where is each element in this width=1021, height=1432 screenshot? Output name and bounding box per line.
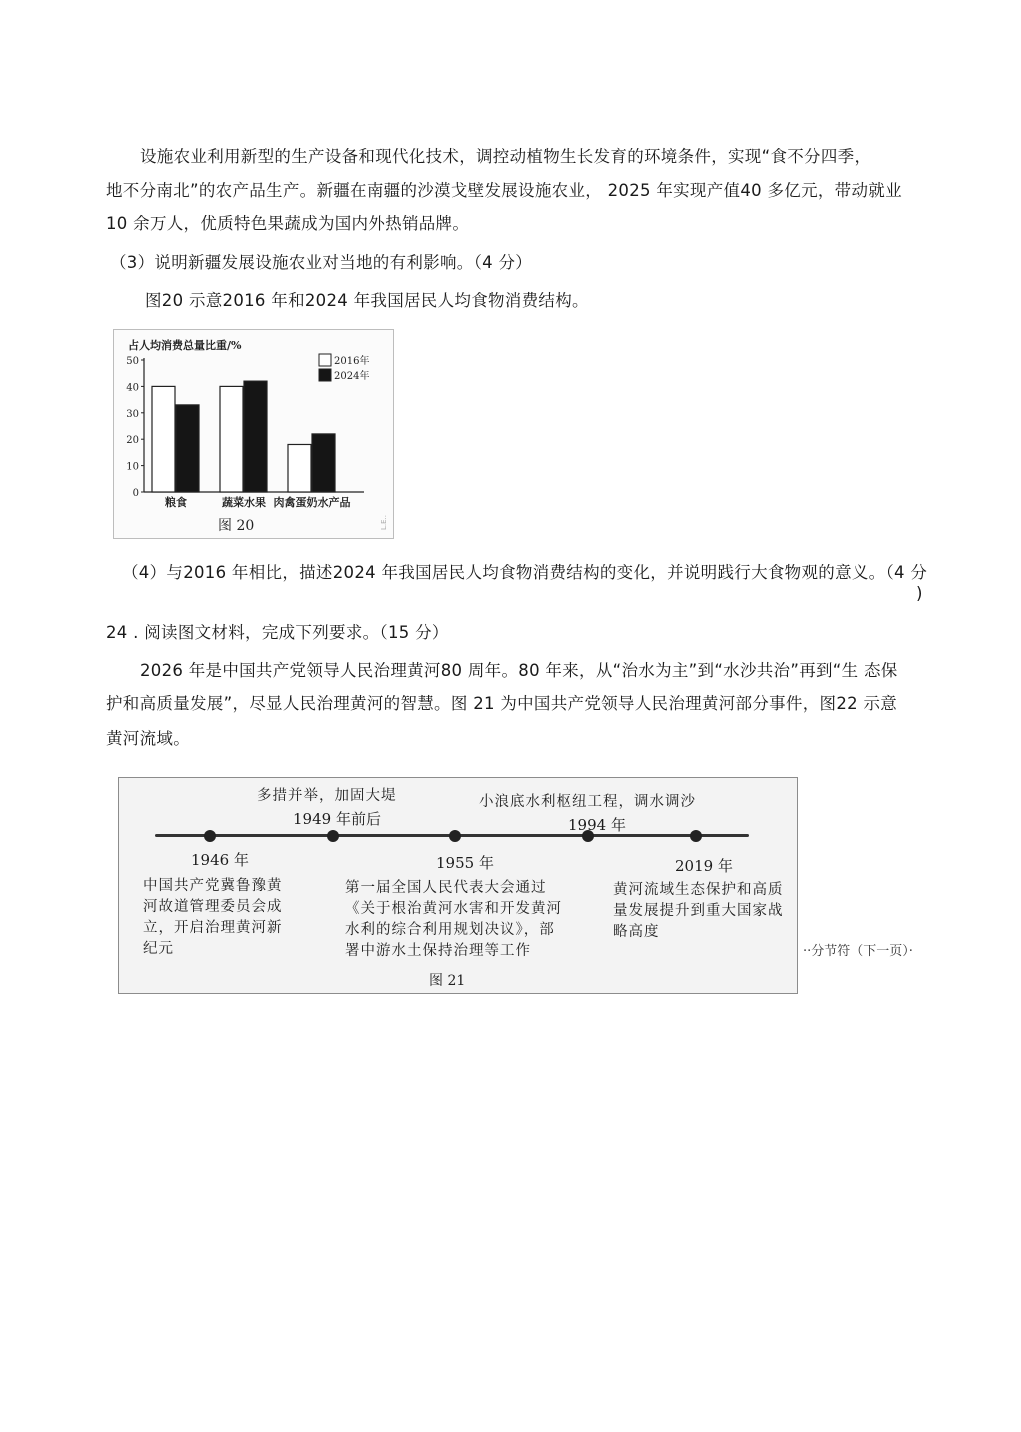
chart-bar [244,381,267,492]
chart-x-tick-label: 肉禽蛋奶水产品 [273,496,351,509]
question-4-line-1: （4）与2016 年相比，描述2024 年我国居民人均食物消费结构的变化，并说明践行大食物观的意义。（4 分 [122,563,928,582]
chart-bar [220,386,243,492]
chart-y-axis-label: 占人均消费总量比重/% [128,339,242,352]
question-24-line-2: 护和高质量发展”，尽显人民治理黄河的智慧。图 21 为中国共产党领导人民治理黄河部分事件，图22 示意 [106,694,898,713]
figure-21 [118,777,798,994]
figure-20 [113,329,394,539]
chart-x-labels [165,495,351,509]
chart-y-tick-label: 20 [126,435,139,447]
chart-legend [319,354,369,382]
chart-y-tick-label: 50 [126,356,139,367]
event-2019-year: 2019 年 [675,857,733,875]
question-24-line-1: 2026 年是中国共产党领导人民治理黄河80 周年。80 年来，从“治水为主”到“水沙共治”再到“生 态保 [140,661,898,680]
question-4-line-2: ) [916,584,923,603]
event-1949-year: 1949 年前后 [293,810,381,828]
chart-bar [176,405,199,492]
chart-y-tick-label: 30 [126,408,139,420]
passage-line-3: 10 余万人，优质特色果蔬成为国内外热销品牌。 [106,214,470,233]
figure-20-caption: 图 20 [218,518,255,534]
figure-20-chart [114,330,393,538]
event-1955-year: 1955 年 [436,854,494,872]
event-2019-description: 黄河流域生态保护和高质 量发展提升到重大国家战 略高度 [613,882,784,940]
question-24-line-3: 黄河流域。 [106,729,190,748]
chart-bar [152,386,175,492]
chart-bars [152,381,335,492]
event-1949-text: 多措并举，加固大堤 [257,788,397,804]
figure-21-caption: 图 21 [429,973,466,989]
timeline-dot-1949 [327,830,339,842]
event-1946-year: 1946 年 [191,851,249,869]
event-1955-description: 第一届全国人民代表大会通过 《关于根治黄河水害和开发黄河 水利的综合利用规划决议》，部 署中游水土保持治理等工作 [345,880,562,959]
timeline-dot-1946 [204,830,216,842]
figure-20-intro: 图20 示意2016 年和2024 年我国居民人均食物消费结构。 [145,291,589,310]
section-break-marker: ··分节符（下一页）· [803,944,913,959]
event-1994-text: 小浪底水利枢纽工程，调水调沙 [479,794,696,810]
timeline-dot-1955 [449,830,461,842]
timeline-dot-2019 [690,830,702,842]
chart-legend-label: 2016年 [334,356,370,367]
passage-line-2: 地不分南北”的农产品生产。新疆在南疆的沙漠戈壁发展设施农业， 2025 年实现产值40 多亿元，带动就业 [106,181,902,200]
chart-bar [312,434,335,492]
question-3: （3）说明新疆发展设施农业对当地的有利影响。（4 分） [110,253,533,272]
chart-y-tick-label: 0 [132,488,139,499]
section-break-label: 分节符（下一页） [811,944,909,959]
chart-x-tick-label: 蔬菜水果 [222,496,266,509]
event-1994-year: 1994 年 [568,816,626,834]
passage-line-1: 设施农业利用新型的生产设备和现代化技术，调控动植物生长发育的环境条件，实现“食不分四季， [140,147,872,166]
chart-bar [288,444,311,492]
chart-legend-swatch [319,369,331,381]
event-1946-description: 中国共产党冀鲁豫黄 河故道管理委员会成 立，开启治理黄河新 纪元 [143,878,283,957]
question-24-heading: 24 . 阅读图文材料，完成下列要求。（15 分） [106,623,449,642]
chart-x-tick-label: 粮食 [165,496,187,509]
chart-y-tick-label: 10 [126,461,139,473]
chart-legend-swatch [319,354,331,366]
chart-legend-label: 2024年 [334,371,370,382]
chart-y-tick-label: 40 [126,382,139,394]
figure-20-corner-mark: L.E.. [380,515,388,530]
